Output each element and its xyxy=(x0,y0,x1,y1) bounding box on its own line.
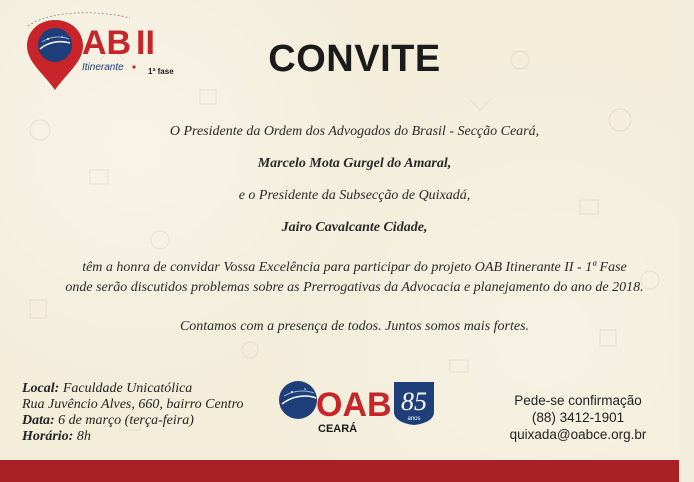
event-location xyxy=(22,381,244,397)
location-value: Faculdade Unicatólica xyxy=(62,381,193,396)
anniversary-word: anos xyxy=(407,416,421,422)
date-value: 6 de março (terça-feira) xyxy=(58,413,194,428)
oab-ceara-region: CEARÁ xyxy=(318,423,358,435)
logo-subtitle: Itinerante xyxy=(82,62,124,73)
body-line-president-oab: O Presidente da Ordem dos Advogados do Brasil - Secção Ceará, xyxy=(169,124,540,139)
event-details xyxy=(22,381,244,445)
body-line-president-name: Marcelo Mota Gurgel do Amaral, xyxy=(257,156,452,171)
logo-roman-numeral: II xyxy=(136,24,155,62)
event-date xyxy=(22,413,244,429)
date-label: Data: xyxy=(22,413,55,428)
oab-ceara-acronym: OAB xyxy=(316,386,392,424)
logo-phase: 1ª fase xyxy=(148,67,174,76)
oab-ceara-logo xyxy=(278,378,392,438)
body-line-invitation: têm a honra de convidar Vossa Excelência para participar do projeto OAB Itinerante II - 1ª Fase xyxy=(82,260,627,275)
bottom-accent-bar xyxy=(0,460,679,482)
event-time xyxy=(22,429,244,445)
body-line-subsection-name: Jairo Cavalcante Cidade, xyxy=(281,220,428,235)
location-label: Local: xyxy=(22,381,60,396)
event-address: Rua Juvêncio Alves, 660, bairro Centro xyxy=(22,397,244,412)
body-line-president-subsection: e o Presidente da Subsecção de Quixadá, xyxy=(238,188,471,203)
rsvp-phone: (88) 3412-1901 xyxy=(531,410,625,425)
rsvp-block xyxy=(498,392,658,443)
85-years-badge xyxy=(392,380,436,426)
rsvp-label: Pede-se confirmação xyxy=(514,393,642,408)
time-label: Horário: xyxy=(22,429,74,444)
body-line-closing: Contamos com a presença de todos. Juntos somos mais fortes. xyxy=(179,319,530,334)
invitation-title: CONVITE xyxy=(268,38,441,80)
rsvp-email: quixada@oabce.org.br xyxy=(509,427,647,442)
body-line-topics: onde serão discutidos problemas sobre as Prerrogativas da Advocacia e planejamento do ano de 2018. xyxy=(65,280,644,295)
time-value: 8h xyxy=(76,429,91,444)
logo-acronym: AB xyxy=(82,24,132,62)
anniversary-number: 85 xyxy=(401,387,427,416)
